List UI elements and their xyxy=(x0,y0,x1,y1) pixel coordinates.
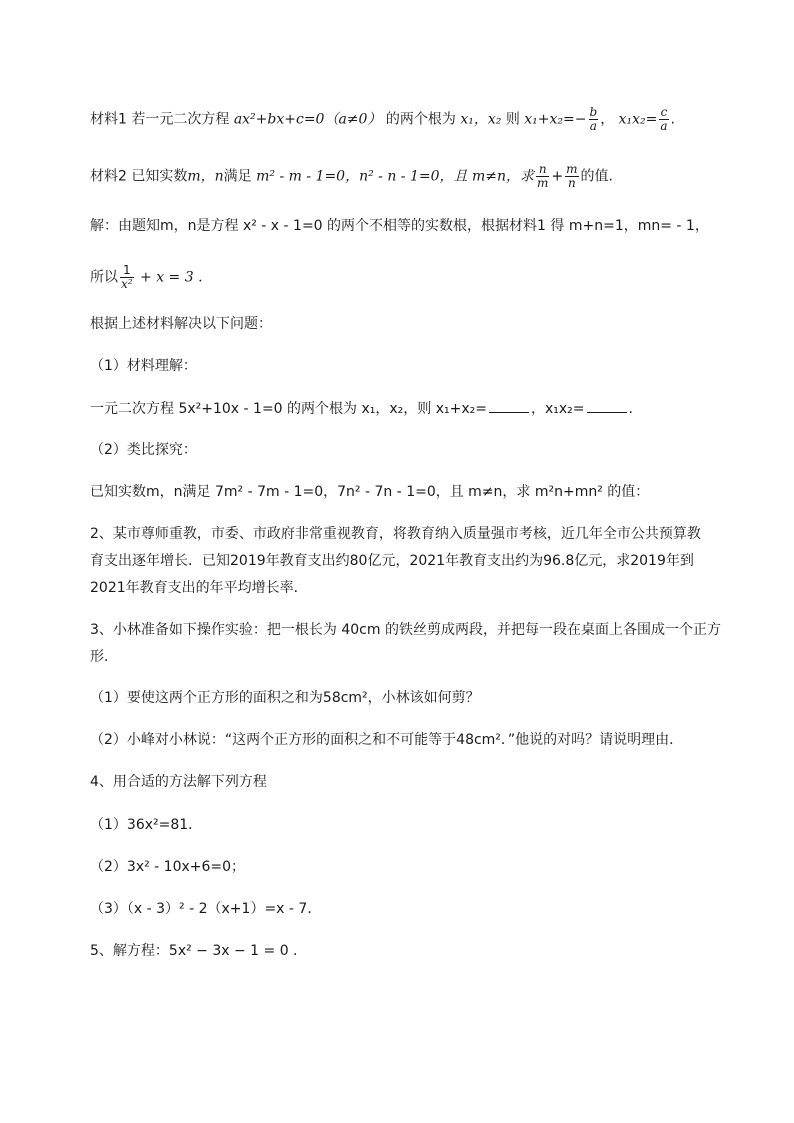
fraction-numerator: b xyxy=(589,105,598,119)
period: . xyxy=(628,401,633,417)
problem-3-line-1: 3、小林准备如下操作实验：把一根长为 40cm 的铁丝剪成两段，并把每一段在桌面上各围成一个正方 xyxy=(90,622,721,638)
material-2-mn: m，n xyxy=(187,168,224,185)
fraction-m-over-n xyxy=(565,163,578,190)
problem-3-line-2: 形． xyxy=(90,649,118,665)
fraction-denominator: x² xyxy=(121,277,133,291)
problem-2-line-1: 2、某市尊师重教，市委、市政府非常重视教育，将教育纳入质量强市考核，近几年全市公共预算教 xyxy=(90,526,701,542)
material-1 xyxy=(90,106,675,133)
so-label: 所以 xyxy=(90,269,118,286)
fraction-denominator: m xyxy=(537,176,549,190)
fraction-1-over-x2 xyxy=(120,264,134,291)
material-1-text: 的两个根为 xyxy=(385,111,456,128)
question-intro: 根据上述材料解决以下问题： xyxy=(90,316,272,332)
answer-blank-sum[interactable] xyxy=(489,398,529,413)
material-1-equation: ax²+bx+c=0（a≠0） xyxy=(233,111,382,128)
material-1-sum: x₁+x₂=− xyxy=(524,111,587,128)
material-2-end: 的值. xyxy=(580,168,613,185)
solution-conclusion xyxy=(90,264,203,291)
problem-2-line-3: 2021年教育支出的年平均增长率． xyxy=(90,580,308,596)
question-2: 已知实数m，n满足 7m² - 7m - 1=0，7n² - 7n - 1=0，且 m≠n，求 m²n+mn² 的值： xyxy=(90,484,650,500)
fraction-c-over-a xyxy=(659,106,668,133)
question-1 xyxy=(90,398,633,419)
fraction-b-over-a xyxy=(589,106,599,133)
solution-line: 解：由题知m，n是方程 x² - x - 1=0 的两个不相等的实数根，根据材料1 得 m+n=1，mn= - 1， xyxy=(90,218,709,234)
material-2 xyxy=(90,163,613,190)
material-1-label: 材料1 若一元二次方程 xyxy=(90,111,230,128)
problem-4-title: 4、用合适的方法解下列方程 xyxy=(90,774,267,790)
material-1-product: x₁x₂= xyxy=(618,111,658,128)
problem-4-sub-1: （1）36x²=81． xyxy=(90,817,203,833)
plus-sign: + xyxy=(551,168,564,185)
problem-2-line-2: 育支出逐年增长．已知2019年教育支出约80亿元，2021年教育支出约为96.8亿元，求2019年到 xyxy=(90,553,694,569)
fraction-n-over-m xyxy=(536,163,549,190)
problem-4-sub-2: （2）3x² - 10x+6=0； xyxy=(90,859,246,875)
fraction-numerator: 1 xyxy=(122,263,131,277)
material-2-label: 材料2 已知实数 xyxy=(90,168,188,185)
question-1-text-2: ，x₁x₂= xyxy=(530,401,585,417)
fraction-numerator: n xyxy=(538,162,547,176)
problem-3-sub-2: （2）小峰对小林说：“这两个正方形的面积之和不可能等于48cm²．”他说的对吗？请说明理由． xyxy=(90,732,684,748)
fraction-numerator: m xyxy=(566,162,578,176)
problem-5: 5、解方程：5x² − 3x − 1 = 0 . xyxy=(90,943,298,959)
problem-4-sub-3: （3）（x - 3）² - 2（x+1）=x - 7． xyxy=(90,901,322,917)
question-1-title: （1）材料理解： xyxy=(90,358,197,374)
answer-blank-product[interactable] xyxy=(587,398,627,413)
comma: ， xyxy=(600,111,615,128)
fraction-denominator: a xyxy=(660,119,668,133)
so-result: + x = 3 . xyxy=(135,269,203,286)
problem-3-sub-1: （1）要使这两个正方形的面积之和为58cm²，小林该如何剪？ xyxy=(90,690,480,706)
question-1-text: 一元二次方程 5x²+10x - 1=0 的两个根为 x₁，x₂，则 x₁+x₂= xyxy=(90,401,487,417)
question-2-title: （2）类比探究： xyxy=(90,442,197,458)
fraction-numerator: c xyxy=(660,105,668,119)
material-1-then: 则 xyxy=(505,111,520,128)
fraction-denominator: a xyxy=(589,119,597,133)
material-2-text: 满足 xyxy=(223,168,252,185)
fraction-denominator: n xyxy=(565,176,578,190)
period: . xyxy=(670,111,675,128)
material-2-equations: m² - m - 1=0，n² - n - 1=0，且 m≠n，求 xyxy=(256,168,535,185)
material-1-roots: x₁，x₂ xyxy=(460,111,502,128)
